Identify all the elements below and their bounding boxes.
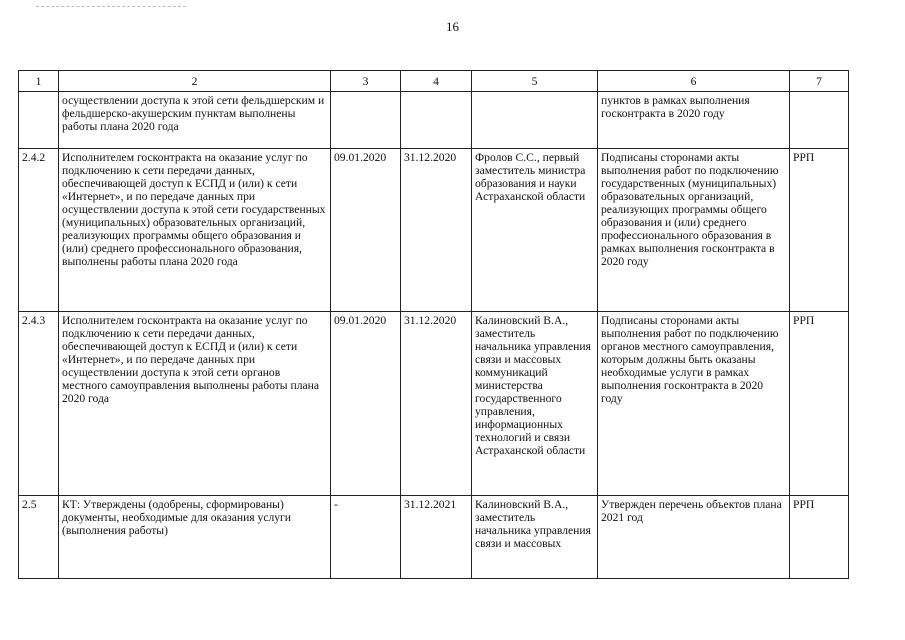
row-code: РРП (790, 312, 849, 496)
row-result: Утвержден перечень объектов плана 2021 год (598, 496, 790, 579)
column-header: 7 (790, 71, 849, 92)
row-description: Исполнителем госконтракта на оказание услуг по подключению к сети передачи данных, обеспечивающей доступ к ЕСПД и (или) к сети «Интернет», и по передаче данных при осуществлении доступа к этой сети органов местного самоуправления выполнены работы плана 2020 года (59, 312, 331, 496)
row-number: 2.4.2 (19, 149, 59, 312)
plan-table (18, 70, 849, 579)
row-start-date: 09.01.2020 (331, 312, 401, 496)
row-result: пунктов в рамках выполнения госконтракта в 2020 году (598, 92, 790, 149)
row-result: Подписаны сторонами акты выполнения работ по подключению органов местного самоуправления, которым должны быть оказаны необходимые услуги в рамках выполнения госконтракта в 2020 году (598, 312, 790, 496)
scan-artifact (36, 6, 186, 7)
row-end-date (401, 92, 472, 149)
column-header: 1 (19, 71, 59, 92)
row-start-date (331, 92, 401, 149)
page-number: 16 (446, 19, 459, 34)
row-responsible: Калиновский В.А., заместитель начальника управления связи и массовых коммуникаций министерства государственного управления, информационных технологий и связи Астраханской области (472, 312, 598, 496)
row-end-date: 31.12.2020 (401, 312, 472, 496)
row-description: осуществлении доступа к этой сети фельдшерским и фельдшерско-акушерским пунктам выполнены работы плана 2020 года (59, 92, 331, 149)
table-row (19, 92, 849, 149)
row-responsible (472, 92, 598, 149)
table-header-row (19, 71, 849, 92)
row-end-date: 31.12.2020 (401, 149, 472, 312)
row-responsible: Фролов С.С., первый заместитель министра образования и науки Астраханской области (472, 149, 598, 312)
row-number: 2.5 (19, 496, 59, 579)
row-start-date: 09.01.2020 (331, 149, 401, 312)
row-description: КТ: Утверждены (одобрены, сформированы) документы, необходимые для оказания услуги (выполнения работы) (59, 496, 331, 579)
row-number: 2.4.3 (19, 312, 59, 496)
row-description: Исполнителем госконтракта на оказание услуг по подключению к сети передачи данных, обеспечивающей доступ к ЕСПД и (или) к сети «Интернет», и по передаче данных при осуществлении доступа к этой сети государственных (муниципальных) образовательных организаций, реализующих программы общего образования и (или) среднего профессионального образования, выполнены работы плана 2020 года (59, 149, 331, 312)
row-code: РРП (790, 496, 849, 579)
row-start-date: - (331, 496, 401, 579)
row-responsible: Калиновский В.А., заместитель начальника управления связи и массовых (472, 496, 598, 579)
column-header: 6 (598, 71, 790, 92)
row-end-date: 31.12.2021 (401, 496, 472, 579)
column-header: 2 (59, 71, 331, 92)
column-header: 3 (331, 71, 401, 92)
table-row (19, 312, 849, 496)
column-header: 5 (472, 71, 598, 92)
row-code: РРП (790, 149, 849, 312)
row-result: Подписаны сторонами акты выполнения работ по подключению государственных (муниципальных) образовательных организаций, реализующих программы общего образования и (или) среднего профессионального образования в рамках выполнения госконтракта в 2020 году (598, 149, 790, 312)
table-row (19, 149, 849, 312)
table-row (19, 496, 849, 579)
row-code (790, 92, 849, 149)
row-number (19, 92, 59, 149)
column-header: 4 (401, 71, 472, 92)
